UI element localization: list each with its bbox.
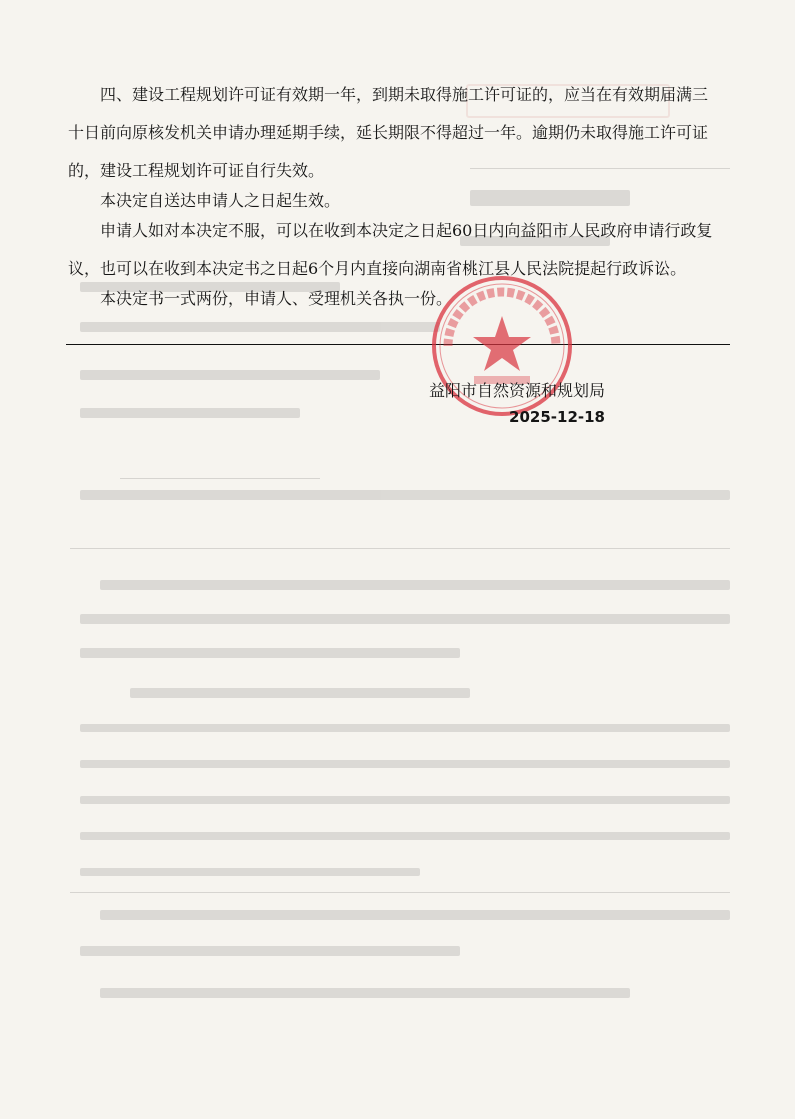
ghost-text-line	[80, 724, 730, 732]
ghost-rule	[70, 548, 730, 549]
ghost-rule	[120, 478, 320, 479]
ghost-text-line	[80, 408, 300, 418]
text-line: 本决定自送达申请人之日起生效。	[100, 191, 341, 210]
ghost-text-line	[80, 946, 460, 956]
text-line: 十日前向原核发机关申请办理延期手续，延长期限不得超过一年。逾期仍未取得施工许可证	[68, 123, 709, 142]
ghost-text-line	[80, 648, 460, 658]
ghost-text-line	[80, 490, 730, 500]
issue-date: 2025-12-18	[509, 408, 605, 426]
copies-paragraph	[68, 280, 728, 318]
divider-line	[66, 344, 730, 345]
ghost-text-line	[100, 580, 730, 590]
article-four-paragraph	[68, 76, 728, 190]
ghost-text-line	[80, 796, 730, 804]
ghost-text-line	[100, 988, 630, 998]
text-line: 申请人如对本决定不服，可以在收到本决定之日起60日内向益阳市人民政府申请行政复	[100, 221, 713, 240]
ghost-text-line	[80, 868, 420, 876]
text-line: 议，也可以在收到本决定书之日起6个月内直接向湖南省桃江县人民法院提起行政诉讼。	[68, 259, 687, 278]
ghost-text-line	[100, 910, 730, 920]
ghost-text-line	[130, 688, 470, 698]
ghost-text-line	[80, 370, 380, 380]
text-line: 的，建设工程规划许可证自行失效。	[68, 161, 325, 180]
ghost-text-line	[80, 614, 730, 624]
appeal-paragraph	[68, 212, 728, 288]
ghost-text-line	[80, 832, 730, 840]
ghost-text-line	[80, 322, 440, 332]
text-line: 四、建设工程规划许可证有效期一年，到期未取得施工许可证的，应当在有效期届满三	[100, 85, 709, 104]
ghost-rule	[70, 892, 730, 893]
ghost-text-line	[80, 760, 730, 768]
text-line: 本决定书一式两份，申请人、受理机关各执一份。	[100, 289, 453, 308]
issuer-name: 益阳市自然资源和规划局	[428, 381, 605, 400]
